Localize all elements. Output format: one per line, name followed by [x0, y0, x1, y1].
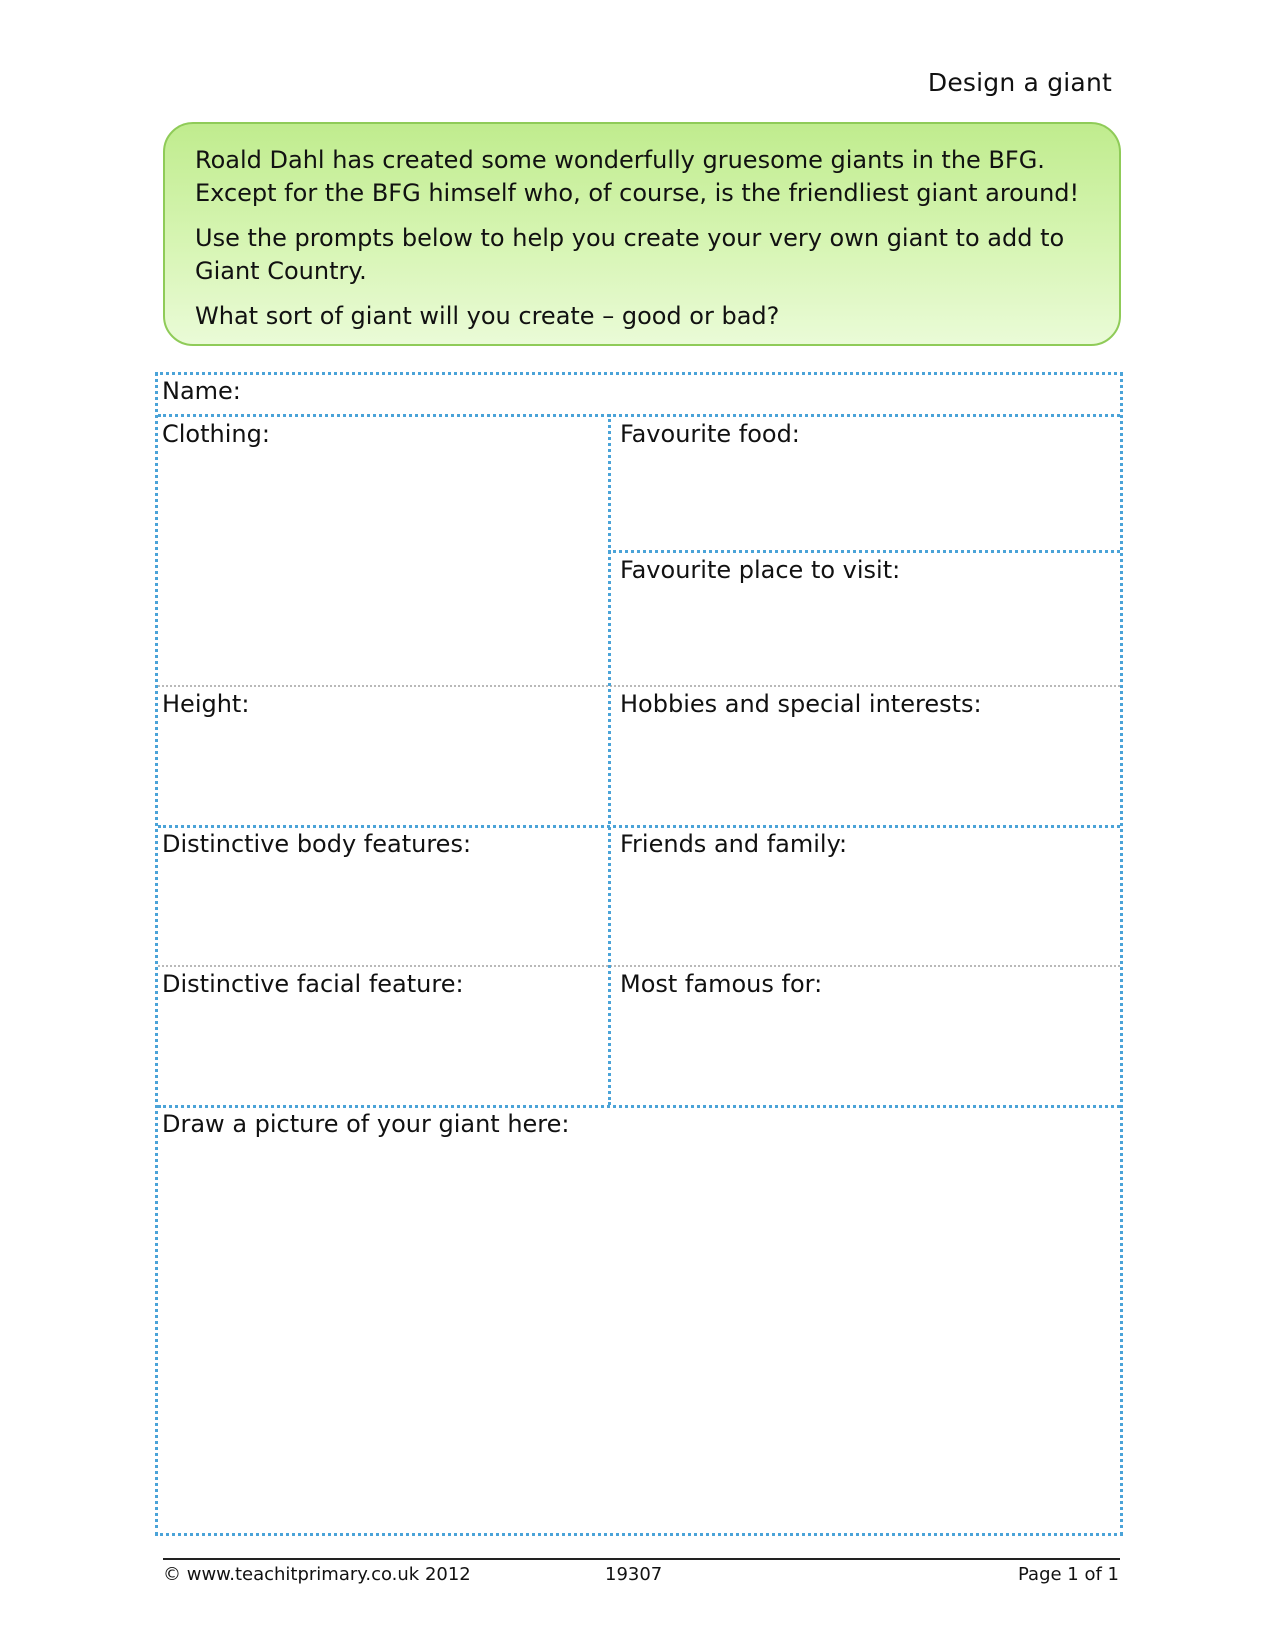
hobbies-field[interactable] — [620, 723, 1110, 821]
page-title: Design a giant — [927, 68, 1112, 97]
footer-page-number: Page 1 of 1 — [1018, 1564, 1119, 1585]
body-features-label: Distinctive body features: — [162, 830, 472, 858]
divider — [158, 1105, 1120, 1108]
divider — [158, 825, 1120, 828]
famous-for-field[interactable] — [620, 1003, 1110, 1101]
footer-code: 19307 — [605, 1564, 663, 1585]
intro-paragraph: What sort of giant will you create – good or bad? — [195, 302, 780, 330]
column-divider — [608, 414, 611, 1105]
friends-family-label: Friends and family: — [620, 830, 848, 858]
divider — [608, 550, 1120, 553]
divider — [158, 965, 1120, 967]
clothing-field[interactable] — [162, 453, 602, 681]
clothing-label: Clothing: — [162, 420, 270, 448]
favourite-food-field[interactable] — [620, 453, 1110, 545]
height-label: Height: — [162, 690, 250, 718]
footer-rule — [163, 1558, 1120, 1560]
height-field[interactable] — [162, 723, 602, 821]
name-label — [162, 370, 241, 404]
drawing-label: Draw a picture of your giant here: — [162, 1110, 570, 1138]
divider — [158, 685, 1120, 687]
name-field[interactable] — [238, 377, 1108, 411]
giant-form — [155, 372, 1123, 1536]
footer-copyright: © www.teachitprimary.co.uk 2012 — [163, 1564, 471, 1585]
favourite-place-label: Favourite place to visit: — [620, 556, 901, 584]
divider — [158, 414, 1120, 417]
name-label-text: Name: — [162, 377, 241, 405]
intro-box — [163, 122, 1121, 346]
famous-for-label: Most famous for: — [620, 970, 823, 998]
friends-family-field[interactable] — [620, 863, 1110, 961]
hobbies-label: Hobbies and special interests: — [620, 690, 982, 718]
facial-feature-field[interactable] — [162, 1003, 602, 1101]
intro-paragraph: Use the prompts below to help you create your very own giant to add to Giant Country. — [195, 224, 1065, 285]
intro-paragraph: Roald Dahl has created some wonderfully gruesome giants in the BFG. Except for the BFG himself who, of course, is the friendliest giant around! — [195, 146, 1080, 207]
drawing-area[interactable] — [162, 1145, 1117, 1530]
body-features-field[interactable] — [162, 863, 602, 961]
favourite-place-field[interactable] — [620, 589, 1110, 681]
favourite-food-label: Favourite food: — [620, 420, 800, 448]
facial-feature-label: Distinctive facial feature: — [162, 970, 464, 998]
